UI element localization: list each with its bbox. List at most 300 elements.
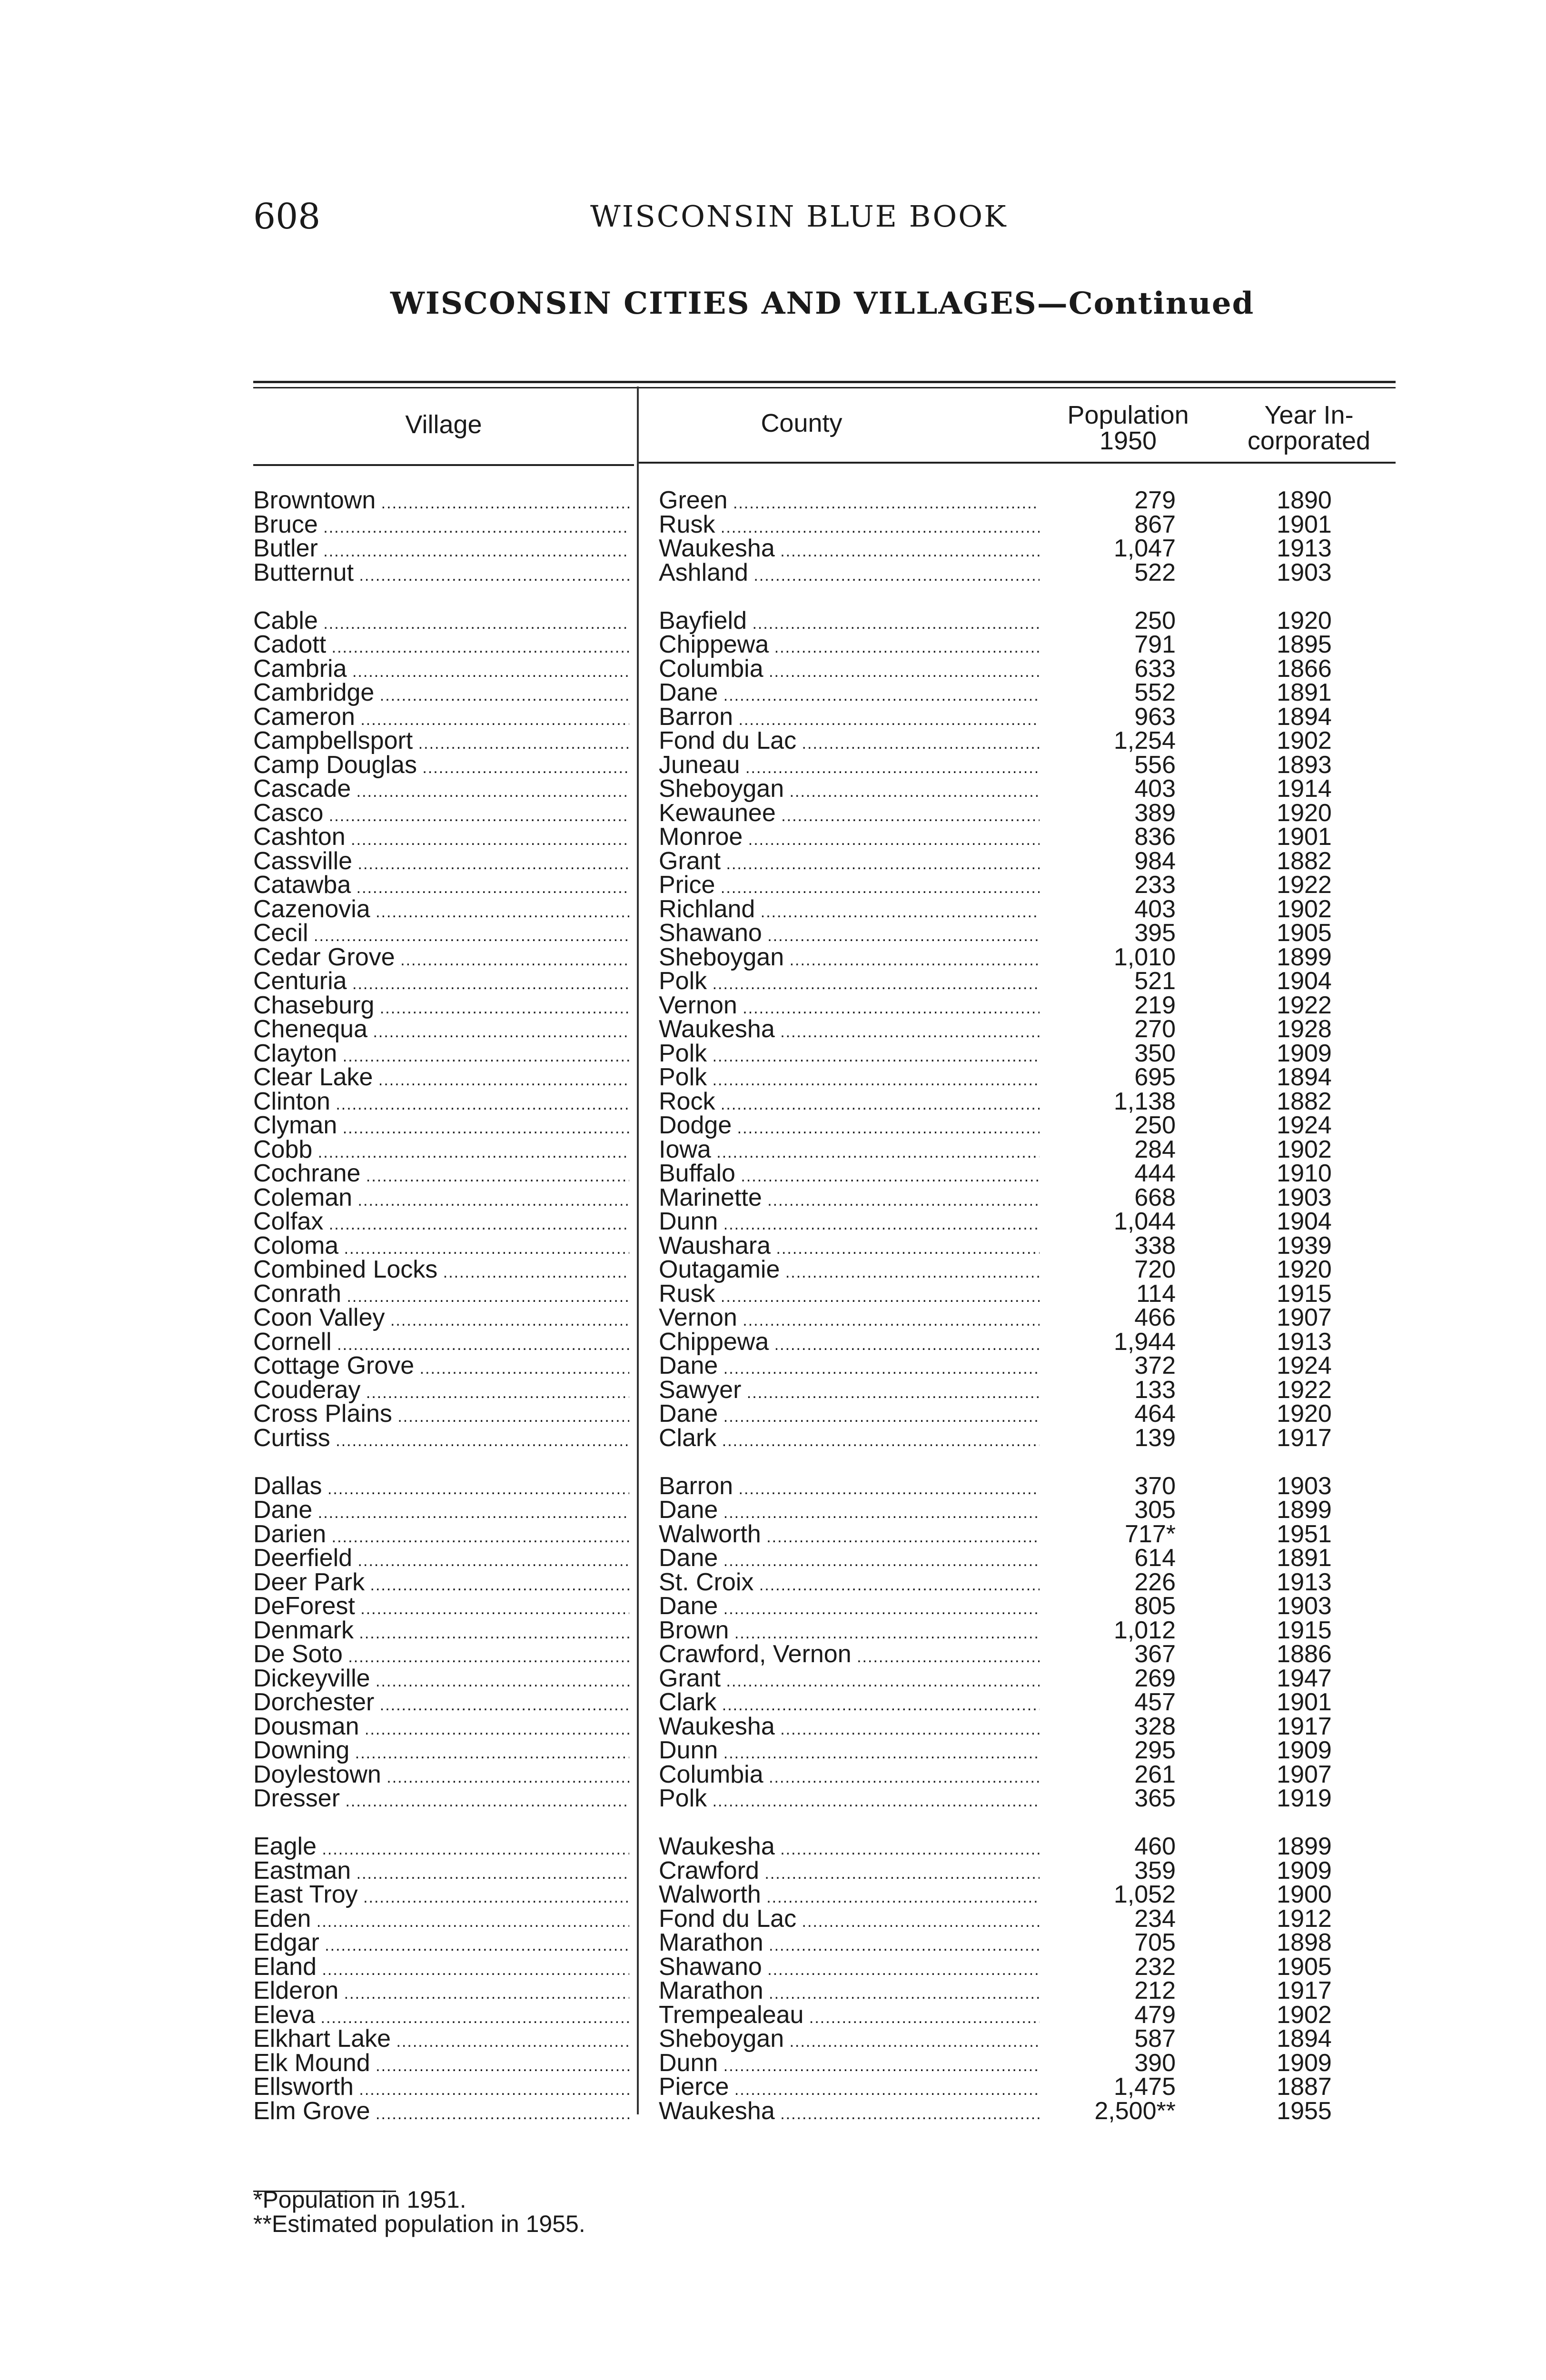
cell-population: 587 bbox=[1134, 2025, 1176, 2053]
cell-year: 1902 bbox=[1277, 895, 1332, 923]
table-row bbox=[0, 1786, 1546, 1811]
col-head-county: County bbox=[761, 409, 842, 437]
table-row bbox=[0, 1883, 1546, 1907]
cell-village: Ellsworth ..... bbox=[253, 2075, 629, 2102]
cell-village: Downing ..... bbox=[253, 1738, 629, 1765]
cell-village: Clear Lake ..... bbox=[253, 1065, 629, 1092]
cell-year: 1907 bbox=[1277, 1760, 1332, 1788]
cell-village: Eastman ..... bbox=[253, 1859, 629, 1885]
cell-village: Browntown ..... bbox=[253, 488, 629, 515]
cell-village: Coleman ..... bbox=[253, 1186, 629, 1212]
cell-population: 270 bbox=[1134, 1015, 1176, 1043]
cell-population: 232 bbox=[1134, 1953, 1176, 1981]
village-head-rule bbox=[253, 464, 634, 466]
cell-year: 1895 bbox=[1277, 631, 1332, 658]
cell-year: 1866 bbox=[1277, 654, 1332, 683]
table-row bbox=[0, 1354, 1546, 1378]
cell-year: 1928 bbox=[1277, 1015, 1332, 1043]
cell-county: Price ..... bbox=[659, 873, 1040, 900]
cell-population: 403 bbox=[1134, 895, 1176, 923]
cell-population: 372 bbox=[1134, 1352, 1176, 1379]
cell-year: 1922 bbox=[1277, 871, 1332, 899]
cell-village: Eleva ..... bbox=[253, 2003, 629, 2030]
cell-county: Chippewa ..... bbox=[659, 1330, 1040, 1357]
cell-year: 1886 bbox=[1277, 1640, 1332, 1668]
cell-county: Fond du Lac ..... bbox=[659, 1907, 1040, 1934]
table-row bbox=[0, 2099, 1546, 2123]
cell-population: 963 bbox=[1134, 703, 1176, 731]
cell-village: Curtiss ..... bbox=[253, 1426, 629, 1453]
cell-village: Cochrane ..... bbox=[253, 1161, 629, 1188]
table-row bbox=[0, 1017, 1546, 1041]
table-row bbox=[0, 1041, 1546, 1066]
cell-population: 1,052 bbox=[1113, 1881, 1176, 1908]
cell-county: Waukesha ..... bbox=[659, 2099, 1040, 2126]
cell-year: 1890 bbox=[1277, 486, 1332, 514]
cell-population: 261 bbox=[1134, 1760, 1176, 1788]
cell-year: 1882 bbox=[1277, 847, 1332, 875]
cell-county: Crawford ..... bbox=[659, 1859, 1040, 1885]
cell-village: Coon Valley ..... bbox=[253, 1306, 629, 1332]
cell-population: 717* bbox=[1125, 1520, 1176, 1548]
cell-population: 695 bbox=[1134, 1063, 1176, 1091]
cell-county: Monroe ..... bbox=[659, 825, 1040, 852]
cell-year: 1901 bbox=[1277, 1688, 1332, 1716]
table-row bbox=[0, 1546, 1546, 1570]
cell-year: 1882 bbox=[1277, 1087, 1332, 1115]
table-body bbox=[0, 488, 1546, 2123]
cell-county: Polk ..... bbox=[659, 1786, 1040, 1813]
cell-village: Elm Grove ..... bbox=[253, 2099, 629, 2126]
cell-village: Chenequa ..... bbox=[253, 1017, 629, 1044]
table-row bbox=[0, 969, 1546, 993]
table-row bbox=[0, 536, 1546, 561]
table-row bbox=[0, 1087, 1546, 1115]
cell-population: 614 bbox=[1134, 1544, 1176, 1572]
cell-village: Cadott ..... bbox=[253, 633, 629, 659]
cell-year: 1902 bbox=[1277, 727, 1332, 754]
cell-county: Dane ..... bbox=[659, 1594, 1040, 1621]
cell-village: Edgar ..... bbox=[253, 1931, 629, 1957]
table-row bbox=[0, 654, 1546, 683]
table-row bbox=[0, 606, 1546, 635]
cell-year: 1899 bbox=[1277, 1496, 1332, 1524]
cell-village: Clayton ..... bbox=[253, 1041, 629, 1068]
table-row bbox=[0, 1712, 1546, 1740]
cell-county: Dunn ..... bbox=[659, 1210, 1040, 1236]
cell-village: Deerfield ..... bbox=[253, 1546, 629, 1573]
cell-county: Shawano ..... bbox=[659, 921, 1040, 948]
cell-county: Rusk ..... bbox=[659, 1282, 1040, 1309]
table-row bbox=[0, 921, 1546, 945]
cell-village: Cashton ..... bbox=[253, 825, 629, 852]
cell-county: Waukesha ..... bbox=[659, 1715, 1040, 1741]
table-row bbox=[0, 558, 1546, 586]
cell-county: Kewaunee ..... bbox=[659, 801, 1040, 828]
cell-village: Campbellsport ..... bbox=[253, 729, 629, 755]
cell-county: Marathon ..... bbox=[659, 1931, 1040, 1957]
cell-population: 250 bbox=[1134, 606, 1176, 635]
cell-year: 1901 bbox=[1277, 510, 1332, 538]
cell-village: De Soto ..... bbox=[253, 1642, 629, 1669]
cell-year: 1898 bbox=[1277, 1929, 1332, 1956]
cell-county: Polk ..... bbox=[659, 1065, 1040, 1092]
cell-year: 1914 bbox=[1277, 775, 1332, 803]
table-row bbox=[0, 753, 1546, 777]
cell-village: Butler ..... bbox=[253, 536, 629, 563]
cell-population: 464 bbox=[1134, 1400, 1176, 1428]
cell-county: Rock ..... bbox=[659, 1090, 1040, 1116]
cell-county: Dodge ..... bbox=[659, 1113, 1040, 1140]
cell-population: 444 bbox=[1134, 1160, 1176, 1187]
cell-county: Waukesha ..... bbox=[659, 1017, 1040, 1044]
cell-village: Cassville ..... bbox=[253, 849, 629, 876]
cell-village: Butternut ..... bbox=[253, 561, 629, 587]
cell-village: Conrath ..... bbox=[253, 1282, 629, 1309]
cell-population: 139 bbox=[1134, 1424, 1176, 1452]
cell-population: 2,500** bbox=[1094, 2097, 1176, 2125]
table-row bbox=[0, 1258, 1546, 1282]
cell-county: Walworth ..... bbox=[659, 1522, 1040, 1549]
cell-village: Darien ..... bbox=[253, 1522, 629, 1549]
cell-population: 395 bbox=[1134, 919, 1176, 947]
cell-population: 1,944 bbox=[1113, 1328, 1176, 1356]
cell-county: Sheboygan ..... bbox=[659, 2027, 1040, 2053]
cell-population: 457 bbox=[1134, 1688, 1176, 1716]
cell-county: Columbia ..... bbox=[659, 657, 1040, 684]
cell-year: 1924 bbox=[1277, 1111, 1332, 1139]
cell-population: 1,012 bbox=[1113, 1616, 1176, 1644]
cell-year: 1909 bbox=[1277, 1039, 1332, 1067]
cell-year: 1903 bbox=[1277, 1592, 1332, 1620]
table-row bbox=[0, 873, 1546, 897]
cell-county: Richland ..... bbox=[659, 897, 1040, 924]
cell-village: DeForest ..... bbox=[253, 1594, 629, 1621]
cell-year: 1912 bbox=[1277, 1904, 1332, 1933]
cell-population: 233 bbox=[1134, 871, 1176, 899]
cell-county: Clark ..... bbox=[659, 1690, 1040, 1717]
cell-county: Rusk ..... bbox=[659, 513, 1040, 539]
cell-year: 1947 bbox=[1277, 1664, 1332, 1692]
cell-county: Buffalo ..... bbox=[659, 1161, 1040, 1188]
cell-county: Columbia ..... bbox=[659, 1763, 1040, 1789]
table-row bbox=[0, 1498, 1546, 1522]
cell-village: Cazenovia ..... bbox=[253, 897, 629, 924]
footnote-2: **Estimated population in 1955. bbox=[253, 2211, 585, 2237]
table-row bbox=[0, 1183, 1546, 1211]
table-top-rule bbox=[253, 381, 1396, 383]
table-row bbox=[0, 1904, 1546, 1933]
cell-year: 1910 bbox=[1277, 1160, 1332, 1187]
table-row bbox=[0, 849, 1546, 873]
cell-population: 1,475 bbox=[1113, 2073, 1176, 2101]
cell-population: 705 bbox=[1134, 1929, 1176, 1956]
table-row bbox=[0, 1955, 1546, 1979]
cell-county: Crawford, Vernon ..... bbox=[659, 1642, 1040, 1669]
table-row bbox=[0, 705, 1546, 729]
table-row bbox=[0, 1522, 1546, 1547]
table-row bbox=[0, 801, 1546, 825]
cell-county: Dane ..... bbox=[659, 681, 1040, 707]
cell-village: Bruce ..... bbox=[253, 513, 629, 539]
table-row bbox=[0, 1378, 1546, 1402]
cell-county: Iowa ..... bbox=[659, 1138, 1040, 1164]
footnote-1: *Population in 1951. bbox=[253, 2186, 466, 2213]
cell-village: Centuria ..... bbox=[253, 969, 629, 996]
cell-population: 668 bbox=[1134, 1183, 1176, 1211]
cell-population: 234 bbox=[1134, 1904, 1176, 1933]
cell-population: 226 bbox=[1134, 1568, 1176, 1596]
cell-county: Grant ..... bbox=[659, 849, 1040, 876]
cell-population: 479 bbox=[1134, 2001, 1176, 2029]
cell-village: Elderon ..... bbox=[253, 1979, 629, 2005]
cell-population: 212 bbox=[1134, 1977, 1176, 2004]
cell-year: 1924 bbox=[1277, 1352, 1332, 1379]
cell-year: 1899 bbox=[1277, 943, 1332, 971]
table-row bbox=[0, 1113, 1546, 1138]
table-row bbox=[0, 1065, 1546, 1090]
cell-population: 805 bbox=[1134, 1592, 1176, 1620]
cell-year: 1913 bbox=[1277, 1568, 1332, 1596]
cell-county: Bayfield ..... bbox=[659, 609, 1040, 635]
cell-village: Eden ..... bbox=[253, 1907, 629, 1934]
cell-year: 1920 bbox=[1277, 799, 1332, 827]
cell-county: Polk ..... bbox=[659, 969, 1040, 996]
cell-village: Clinton ..... bbox=[253, 1090, 629, 1116]
table-row bbox=[0, 1231, 1546, 1259]
group-spacer bbox=[0, 585, 1546, 609]
cell-year: 1922 bbox=[1277, 1376, 1332, 1404]
table-row bbox=[0, 1570, 1546, 1595]
cell-population: 720 bbox=[1134, 1256, 1176, 1283]
cell-population: 305 bbox=[1134, 1496, 1176, 1524]
table-row bbox=[0, 2075, 1546, 2099]
cell-county: Waukesha ..... bbox=[659, 1835, 1040, 1861]
cell-population: 390 bbox=[1134, 2049, 1176, 2077]
cell-population: 370 bbox=[1134, 1472, 1176, 1500]
cell-village: Coloma ..... bbox=[253, 1234, 629, 1260]
cell-county: Chippewa ..... bbox=[659, 633, 1040, 659]
table-row bbox=[0, 1738, 1546, 1763]
table-row bbox=[0, 1426, 1546, 1450]
cell-village: Elk Mound ..... bbox=[253, 2051, 629, 2078]
table-row bbox=[0, 681, 1546, 705]
col-head-population-line2: 1950 bbox=[1099, 426, 1157, 455]
cell-county: Dane ..... bbox=[659, 1354, 1040, 1380]
cell-year: 1901 bbox=[1277, 823, 1332, 851]
cell-village: Camp Douglas ..... bbox=[253, 753, 629, 780]
cell-year: 1909 bbox=[1277, 1736, 1332, 1764]
group-spacer bbox=[0, 1450, 1546, 1474]
cell-village: Colfax ..... bbox=[253, 1210, 629, 1236]
cell-village: Denmark ..... bbox=[253, 1618, 629, 1645]
cell-village: Casco ..... bbox=[253, 801, 629, 828]
cell-county: Dane ..... bbox=[659, 1546, 1040, 1573]
cell-population: 219 bbox=[1134, 991, 1176, 1019]
cell-village: Cambridge ..... bbox=[253, 681, 629, 707]
cell-year: 1900 bbox=[1277, 1881, 1332, 1908]
cell-village: Dickeyville ..... bbox=[253, 1666, 629, 1693]
cell-year: 1919 bbox=[1277, 1785, 1332, 1812]
cell-population: 1,047 bbox=[1113, 535, 1176, 562]
cell-county: Shawano ..... bbox=[659, 1955, 1040, 1982]
cell-population: 389 bbox=[1134, 799, 1176, 827]
table-row bbox=[0, 1279, 1546, 1308]
table-row bbox=[0, 510, 1546, 538]
col-head-village: Village bbox=[405, 410, 482, 439]
table-row bbox=[0, 1979, 1546, 2003]
cell-year: 1905 bbox=[1277, 1953, 1332, 1981]
table-title: WISCONSIN CITIES AND VILLAGES—Continued bbox=[390, 286, 1255, 321]
cell-population: 365 bbox=[1134, 1785, 1176, 1812]
table-row bbox=[0, 1642, 1546, 1666]
col-head-year bbox=[1228, 402, 1390, 454]
table-row bbox=[0, 777, 1546, 801]
cell-village: Chaseburg ..... bbox=[253, 993, 629, 1020]
cell-year: 1903 bbox=[1277, 558, 1332, 586]
cell-year: 1891 bbox=[1277, 1544, 1332, 1572]
cell-population: 403 bbox=[1134, 775, 1176, 803]
table-row bbox=[0, 2027, 1546, 2051]
table-row bbox=[0, 1210, 1546, 1234]
cell-county: St. Croix ..... bbox=[659, 1570, 1040, 1597]
cell-county: Waushara ..... bbox=[659, 1234, 1040, 1260]
cell-population: 522 bbox=[1134, 558, 1176, 586]
cell-county: Marinette ..... bbox=[659, 1186, 1040, 1212]
cell-population: 350 bbox=[1134, 1039, 1176, 1067]
cell-county: Dane ..... bbox=[659, 1498, 1040, 1525]
table-row bbox=[0, 1760, 1546, 1788]
table-row bbox=[0, 2003, 1546, 2027]
cell-population: 466 bbox=[1134, 1304, 1176, 1331]
cell-year: 1894 bbox=[1277, 703, 1332, 731]
table-row bbox=[0, 729, 1546, 753]
cell-population: 633 bbox=[1134, 654, 1176, 683]
cell-year: 1917 bbox=[1277, 1424, 1332, 1452]
cell-year: 1894 bbox=[1277, 2025, 1332, 2053]
col-head-population-line1: Population bbox=[1067, 401, 1189, 429]
cell-county: Barron ..... bbox=[659, 705, 1040, 732]
cell-county: Green ..... bbox=[659, 488, 1040, 515]
table-top-rule-2 bbox=[253, 387, 1396, 388]
cell-population: 1,254 bbox=[1113, 727, 1176, 754]
cell-year: 1920 bbox=[1277, 1400, 1332, 1428]
running-head: WISCONSIN BLUE BOOK bbox=[590, 199, 1008, 234]
cell-village: Cedar Grove ..... bbox=[253, 945, 629, 972]
cell-year: 1951 bbox=[1277, 1520, 1332, 1548]
cell-village: Cameron ..... bbox=[253, 705, 629, 732]
table-row bbox=[0, 1666, 1546, 1691]
cell-county: Dunn ..... bbox=[659, 1738, 1040, 1765]
col-head-year-line1: Year In- bbox=[1264, 401, 1354, 429]
cell-year: 1904 bbox=[1277, 967, 1332, 995]
group-spacer bbox=[0, 1811, 1546, 1835]
cell-village: Cambria ..... bbox=[253, 657, 629, 684]
cell-county: Pierce ..... bbox=[659, 2075, 1040, 2102]
cell-year: 1915 bbox=[1277, 1279, 1332, 1308]
cell-population: 1,044 bbox=[1113, 1208, 1176, 1235]
cell-county: Juneau ..... bbox=[659, 753, 1040, 780]
cell-year: 1893 bbox=[1277, 751, 1332, 779]
cell-year: 1904 bbox=[1277, 1208, 1332, 1235]
cell-county: Ashland ..... bbox=[659, 561, 1040, 587]
cell-county: Dunn ..... bbox=[659, 2051, 1040, 2078]
table-row bbox=[0, 633, 1546, 657]
cell-year: 1902 bbox=[1277, 2001, 1332, 2029]
table-row bbox=[0, 825, 1546, 849]
cell-population: 328 bbox=[1134, 1712, 1176, 1740]
cell-county: Fond du Lac ..... bbox=[659, 729, 1040, 755]
cell-village: Dane ..... bbox=[253, 1498, 629, 1525]
cell-population: 279 bbox=[1134, 486, 1176, 514]
cell-population: 460 bbox=[1134, 1833, 1176, 1860]
cell-village: Dresser ..... bbox=[253, 1786, 629, 1813]
cell-year: 1903 bbox=[1277, 1183, 1332, 1211]
cell-village: Elkhart Lake ..... bbox=[253, 2027, 629, 2053]
cell-year: 1905 bbox=[1277, 919, 1332, 947]
cell-year: 1891 bbox=[1277, 679, 1332, 706]
table-row bbox=[0, 1402, 1546, 1426]
cell-county: Trempealeau ..... bbox=[659, 2003, 1040, 2030]
table-row bbox=[0, 993, 1546, 1018]
table-row bbox=[0, 488, 1546, 513]
cell-village: Combined Locks ..... bbox=[253, 1258, 629, 1284]
cell-village: Cascade ..... bbox=[253, 777, 629, 803]
cell-population: 359 bbox=[1134, 1856, 1176, 1884]
cell-population: 295 bbox=[1134, 1736, 1176, 1764]
cell-county: Sawyer ..... bbox=[659, 1378, 1040, 1405]
cell-population: 250 bbox=[1134, 1111, 1176, 1139]
cell-population: 1,138 bbox=[1113, 1087, 1176, 1115]
cell-year: 1939 bbox=[1277, 1231, 1332, 1259]
table-row bbox=[0, 897, 1546, 922]
cell-county: Clark ..... bbox=[659, 1426, 1040, 1453]
table-row bbox=[0, 1594, 1546, 1618]
cell-population: 552 bbox=[1134, 679, 1176, 706]
cell-county: Sheboygan ..... bbox=[659, 945, 1040, 972]
cell-year: 1955 bbox=[1277, 2097, 1332, 2125]
cell-population: 284 bbox=[1134, 1135, 1176, 1163]
cell-village: Doylestown ..... bbox=[253, 1763, 629, 1789]
cell-county: Walworth ..... bbox=[659, 1883, 1040, 1909]
cell-population: 114 bbox=[1136, 1279, 1176, 1308]
table-row bbox=[0, 1135, 1546, 1163]
table-row bbox=[0, 1690, 1546, 1715]
cell-village: Cable ..... bbox=[253, 609, 629, 635]
table-row bbox=[0, 1161, 1546, 1186]
cell-year: 1903 bbox=[1277, 1472, 1332, 1500]
cell-village: Cornell ..... bbox=[253, 1330, 629, 1357]
cell-village: Couderay ..... bbox=[253, 1378, 629, 1405]
cell-village: Cottage Grove ..... bbox=[253, 1354, 629, 1380]
cell-county: Dane ..... bbox=[659, 1402, 1040, 1428]
cell-county: Vernon ..... bbox=[659, 1306, 1040, 1332]
table-row bbox=[0, 1474, 1546, 1498]
cell-year: 1909 bbox=[1277, 1856, 1332, 1884]
cell-year: 1922 bbox=[1277, 991, 1332, 1019]
col-head-population bbox=[1047, 402, 1209, 454]
cell-village: Cobb ..... bbox=[253, 1138, 629, 1164]
cell-year: 1920 bbox=[1277, 606, 1332, 635]
cell-village: Eland ..... bbox=[253, 1955, 629, 1982]
cell-village: Eagle ..... bbox=[253, 1835, 629, 1861]
cell-county: Grant ..... bbox=[659, 1666, 1040, 1693]
cell-population: 367 bbox=[1134, 1640, 1176, 1668]
cell-year: 1917 bbox=[1277, 1712, 1332, 1740]
cell-village: Clyman ..... bbox=[253, 1113, 629, 1140]
cell-village: Cecil ..... bbox=[253, 921, 629, 948]
table-row bbox=[0, 1856, 1546, 1884]
